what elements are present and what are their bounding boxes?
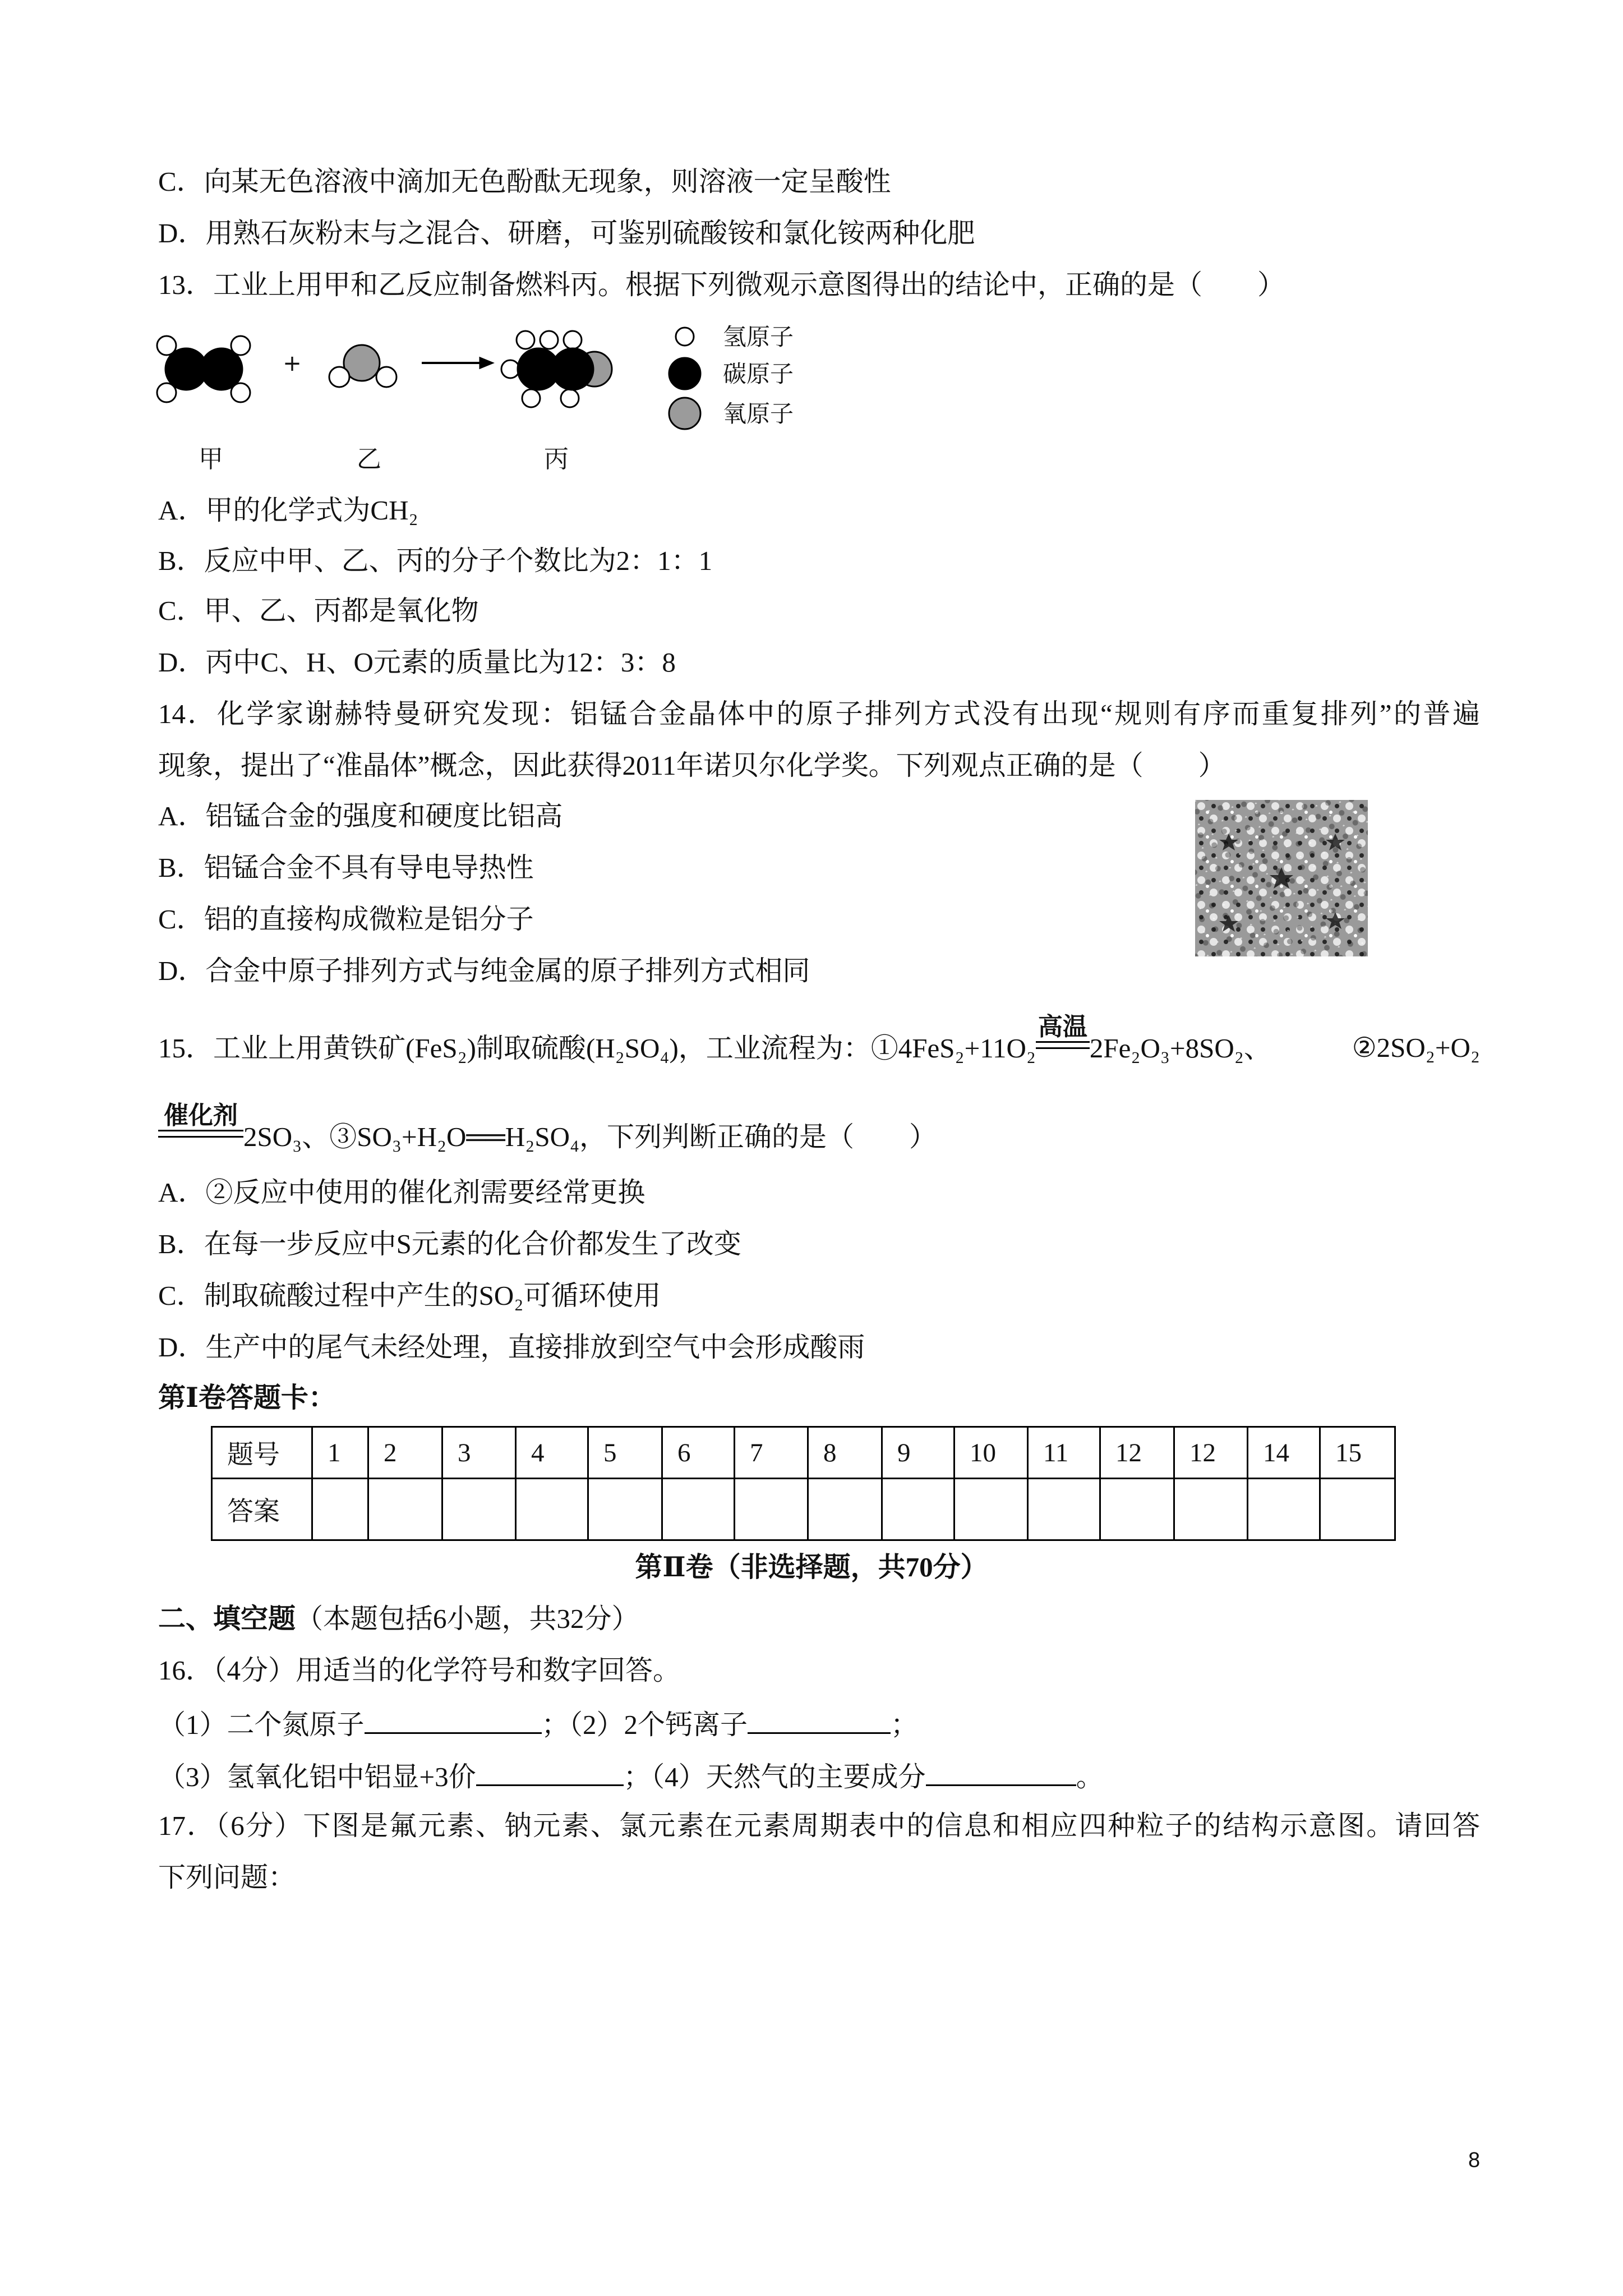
answer-cell	[1320, 1479, 1395, 1540]
q15-product-text: 2Fe₂O₃+8SO₂、	[1089, 1033, 1271, 1064]
q15-stem-line-2	[158, 1101, 937, 1153]
answer-cell	[1248, 1479, 1320, 1540]
q16-item-4-text: ；（4）天然气的主要成分	[623, 1761, 926, 1793]
q15-option-d: D．生产中的尾气未经处理，直接排放到空气中会形成酸雨	[158, 1332, 865, 1363]
q15-option-a: A．②反应中使用的催化剂需要经常更换	[158, 1177, 645, 1208]
q15-stem-text-2: 2SO₃、③SO₃+H₂O══H₂SO₄，下列判断正确的是（ ）	[243, 1121, 937, 1153]
atom-legend	[669, 328, 700, 429]
answer-cell	[735, 1479, 808, 1540]
q17-stem-line-1: 17．（6分）下图是氟元素、钠元素、氯元素在元素周期表中的信息和相应四种粒子的结构示意图。请回答	[158, 1810, 1480, 1841]
q13-option-c: C．甲、乙、丙都是氧化物	[158, 595, 479, 626]
reaction-arrow	[422, 358, 492, 368]
question-number-cell: 3	[442, 1427, 516, 1479]
q13-option-d: D．丙中C、H、O元素的质量比为12：3：8	[158, 647, 676, 678]
question-number-cell: 7	[735, 1427, 808, 1479]
question-number-cell: 15	[1320, 1427, 1395, 1479]
answer-cell	[442, 1479, 516, 1540]
q15-stem-text: 15．工业上用黄铁矿(FeS₂)制取硫酸(H₂SO₄)，工业流程为：①4FeS₂+11O₂	[158, 1033, 1036, 1064]
question-number-cell: 1	[312, 1427, 368, 1479]
answer-cell	[588, 1479, 662, 1540]
reaction-condition-catalyst	[158, 1101, 243, 1149]
question-number-cell: 10	[955, 1427, 1028, 1479]
table-row-question-numbers	[212, 1427, 1395, 1479]
molecule-label-bing: 丙	[544, 445, 569, 473]
q13-option-a: A．甲的化学式为CH₂	[158, 495, 418, 526]
q15-option-c: C．制取硫酸过程中产生的SO₂可循环使用	[158, 1280, 661, 1311]
page-number: 8	[1468, 2148, 1481, 2172]
q14-stem-line-2: 现象，提出了“准晶体”概念，因此获得2011年诺贝尔化学奖。下列观点正确的是（ ）	[158, 750, 1226, 781]
answer-blank	[365, 1708, 542, 1734]
question-number-cell: 9	[882, 1427, 955, 1479]
answer-cell	[808, 1479, 882, 1540]
question-number-cell: 2	[368, 1427, 442, 1479]
molecule-reaction-diagram	[146, 314, 847, 477]
q17-stem-line-2: 下列问题：	[158, 1862, 296, 1893]
q16-line-1-end: ；	[891, 1709, 919, 1741]
double-line-sign	[158, 1130, 243, 1138]
q16-item-3-text: （3）氢氧化铝中铝显+3价	[158, 1761, 476, 1793]
section-heading	[158, 1604, 639, 1634]
question-number-cell: 4	[516, 1427, 588, 1479]
answer-cell	[955, 1479, 1028, 1540]
answer-card-table	[211, 1426, 1396, 1541]
q13-stem: 13．工业上用甲和乙反应制备燃料丙。根据下列微观示意图得出的结论中，正确的是（ ）	[158, 269, 1285, 300]
molecule-bing	[501, 331, 612, 407]
q15-second-reaction-text: ②2SO₂+O₂	[1352, 1032, 1480, 1063]
answer-cell	[1100, 1479, 1174, 1540]
legend-hydrogen-label: 氢原子	[723, 323, 794, 351]
q14-option-c: C．铝的直接构成微粒是铝分子	[158, 904, 534, 935]
q16-stem: 16．（4分）用适当的化学符号和数字回答。	[158, 1655, 681, 1686]
q15-stem-line-1	[158, 1013, 1480, 1064]
q14-option-a: A．铝锰合金的强度和硬度比铝高	[158, 800, 563, 831]
answer-blank	[926, 1760, 1076, 1786]
section-note: （本题包括6小题，共32分）	[296, 1603, 639, 1634]
table-row-answers	[212, 1479, 1395, 1540]
part-two-title: 第Ⅱ卷（非选择题，共70分）	[635, 1552, 988, 1582]
molecule-label-yi: 乙	[357, 445, 381, 473]
quasicrystal-image	[1195, 800, 1368, 956]
q13-option-b: B．反应中甲、乙、丙的分子个数比为2：1：1	[158, 545, 713, 576]
legend-carbon-label: 碳原子	[723, 360, 794, 388]
q14-option-d: D．合金中原子排列方式与纯金属的原子排列方式相同	[158, 955, 810, 986]
q16-item-2-text: ；（2）2个钙离子	[541, 1709, 748, 1741]
q16-line-1	[158, 1708, 919, 1741]
answer-cell	[368, 1479, 442, 1540]
question-number-cell: 8	[808, 1427, 882, 1479]
answer-cell	[1028, 1479, 1100, 1540]
double-line-sign	[1036, 1041, 1090, 1049]
q16-item-1-text: （1）二个氮原子	[158, 1709, 365, 1741]
question-number-cell: 14	[1248, 1427, 1320, 1479]
legend-oxygen-label: 氧原子	[723, 400, 794, 427]
q12-option-d: D．用熟石灰粉末与之混合、研磨，可鉴别硫酸铵和氯化铵两种化肥	[158, 218, 975, 249]
q16-line-2	[158, 1760, 1104, 1793]
plus-sign: +	[283, 351, 302, 376]
section-title: 二、填空题	[158, 1603, 296, 1634]
question-number-cell: 12	[1100, 1427, 1174, 1479]
answer-cell	[1174, 1479, 1248, 1540]
answer-cell	[662, 1479, 735, 1540]
header-label-cell: 题号	[212, 1427, 312, 1479]
answer-blank	[476, 1760, 624, 1786]
answer-cell	[516, 1479, 588, 1540]
question-number-cell: 12	[1174, 1427, 1248, 1479]
molecule-jia	[157, 336, 250, 402]
molecule-yi	[329, 345, 396, 387]
q14-option-b: B．铝锰合金不具有导电导热性	[158, 852, 534, 883]
q14-stem-line-1: 14．化学家谢赫特曼研究发现：铝锰合金晶体中的原子排列方式没有出现“规则有序而重复排列”的普遍	[158, 698, 1480, 729]
question-number-cell: 5	[588, 1427, 662, 1479]
answer-label-cell: 答案	[212, 1479, 312, 1540]
answer-blank	[748, 1708, 891, 1734]
q16-line-2-end: 。	[1076, 1761, 1104, 1793]
answer-cell	[882, 1479, 955, 1540]
question-number-cell: 11	[1028, 1427, 1100, 1479]
reaction-condition-high-temperature	[1036, 1013, 1090, 1061]
q12-option-c: C．向某无色溶液中滴加无色酚酞无现象，则溶液一定呈酸性	[158, 166, 891, 197]
condition-label: 高温	[1038, 1013, 1087, 1042]
molecule-label-jia: 甲	[199, 445, 223, 473]
condition-label: 催化剂	[164, 1101, 238, 1130]
question-number-cell: 6	[662, 1427, 735, 1479]
answer-card-title: 第Ⅰ卷答题卡：	[158, 1382, 336, 1413]
q15-option-b: B．在每一步反应中S元素的化合价都发生了改变	[158, 1228, 741, 1259]
answer-cell	[312, 1479, 368, 1540]
